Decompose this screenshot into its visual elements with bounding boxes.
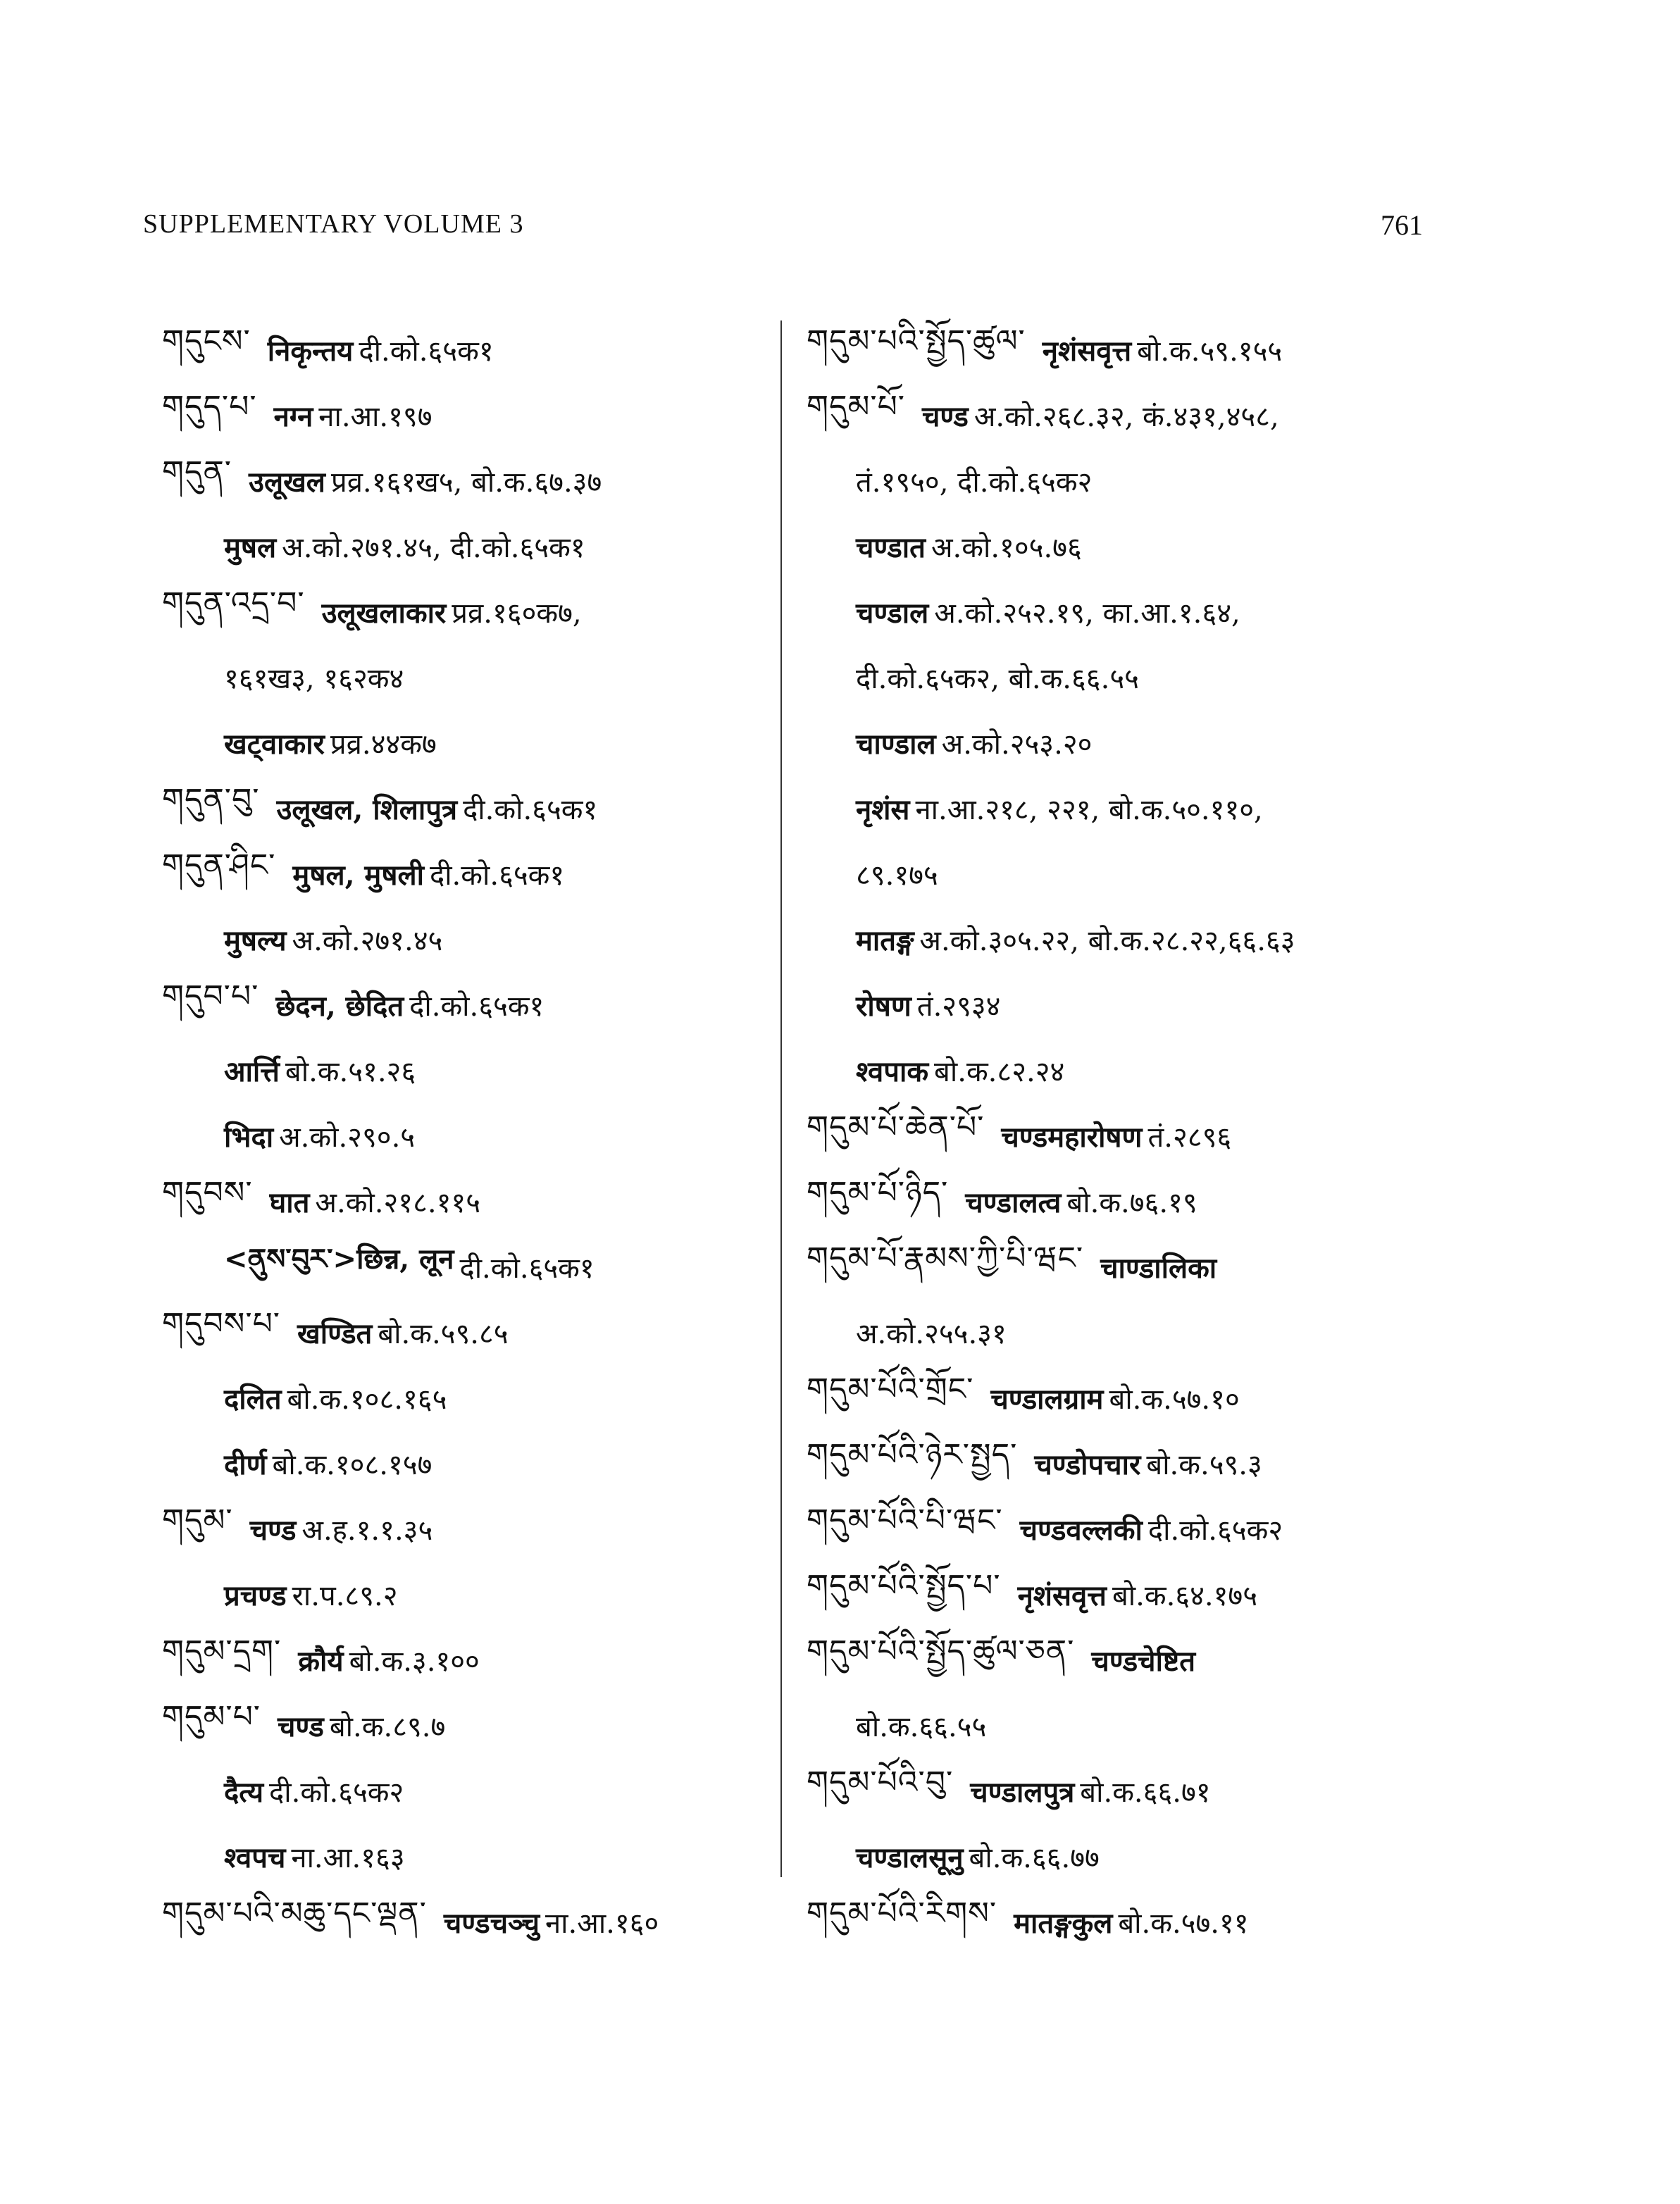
source-reference: प्रव्र.१६१ख५, बो.क.६७.३७ — [330, 466, 602, 499]
sanskrit-equivalent: नृशंसवृत्त — [1017, 1579, 1107, 1612]
sanskrit-equivalent: चण्ड — [922, 400, 969, 433]
sanskrit-equivalent: श्वपच — [224, 1841, 286, 1874]
sanskrit-equivalent: घात — [269, 1186, 310, 1219]
page-number: 761 — [1381, 209, 1423, 241]
sanskrit-equivalent: उलूखलाकार — [321, 597, 447, 630]
dictionary-entry-line — [807, 1234, 1553, 1300]
dictionary-entry-line — [807, 1758, 1553, 1824]
source-reference: बो.क.५७.१० — [1109, 1383, 1240, 1416]
dictionary-entry-line — [162, 1431, 775, 1496]
dictionary-entry-line — [807, 1889, 1553, 1955]
source-reference: ना.आ.१९७ — [318, 401, 433, 433]
sanskrit-equivalent: निकृन्तय — [267, 335, 354, 368]
dictionary-entry-line — [162, 1496, 775, 1562]
source-reference: बो.क.८९.७ — [329, 1711, 446, 1743]
sanskrit-equivalent: चण्डमहारोषण — [1001, 1121, 1143, 1154]
source-reference: बो.क.१०८.१६५ — [287, 1383, 447, 1416]
sanskrit-equivalent: चण्डोपचार — [1034, 1448, 1141, 1481]
source-reference: बो.क.५९.८५ — [378, 1318, 509, 1350]
sanskrit-equivalent: चाण्डाल — [856, 728, 936, 761]
sanskrit-equivalent: <ནུས་བུར་>छिन्न, लून — [224, 1243, 454, 1276]
tibetan-headword: གདུམ་པོའི་བུ་ — [807, 1764, 954, 1800]
source-reference: बो.क.५९.३ — [1146, 1449, 1262, 1481]
dictionary-entry-line — [162, 1300, 775, 1365]
sanskrit-equivalent: चण्डचेष्टित — [1091, 1645, 1196, 1678]
sanskrit-equivalent: उलूखल — [249, 466, 325, 499]
source-reference: दी.को.६५क२ — [1147, 1514, 1283, 1547]
source-reference: बो.क.५७.११ — [1118, 1907, 1249, 1940]
dictionary-entry-line — [807, 579, 1553, 645]
sanskrit-equivalent: चण्ड — [278, 1710, 324, 1743]
dictionary-entry-line — [807, 645, 1553, 710]
sanskrit-equivalent: मातङ्ग — [856, 924, 914, 957]
source-reference: रा.प.८९.२ — [292, 1580, 398, 1612]
dictionary-entry-line — [807, 1627, 1553, 1693]
tibetan-headword: གདུམ་པོའི་སྤྱོད་པ་ — [807, 1567, 1001, 1604]
sanskrit-equivalent: मुषल — [224, 531, 277, 564]
source-reference: अ.को.२५३.२० — [941, 728, 1093, 761]
tibetan-headword: གདུན་བུ་ — [162, 781, 260, 818]
source-reference: अ.को.१०५.७६ — [931, 532, 1082, 564]
dictionary-entry-line — [807, 776, 1553, 841]
source-reference: तं.१९५०, दी.को.६५क२ — [856, 466, 1093, 499]
dictionary-entry-line — [162, 972, 775, 1038]
tibetan-headword: གདུམ་ — [162, 1502, 233, 1538]
dictionary-entry-line — [162, 1103, 775, 1169]
source-reference: बो.क.५१.२६ — [285, 1056, 416, 1088]
left-column — [162, 317, 775, 1955]
sanskrit-equivalent: चण्डाल — [856, 597, 929, 630]
source-reference: बो.क.६६.५५ — [856, 1711, 987, 1743]
sanskrit-equivalent: नृशंस — [856, 793, 910, 826]
source-reference: दी.को.६५क२ — [269, 1776, 404, 1809]
sanskrit-equivalent: क्रौर्य — [298, 1645, 344, 1678]
dictionary-entry-line — [807, 907, 1553, 972]
sanskrit-equivalent: प्रचण्ड — [224, 1579, 287, 1612]
tibetan-headword: གདུན་འདྲ་བ་ — [162, 585, 305, 621]
tibetan-headword: གདུན་ཤིང་ — [162, 847, 276, 883]
column-divider — [780, 320, 782, 1877]
sanskrit-equivalent: रोषण — [856, 990, 911, 1023]
sanskrit-equivalent: चाण्डालिका — [1100, 1252, 1217, 1285]
tibetan-headword: གདུམ་པོ་ཆེན་པོ་ — [807, 1109, 985, 1145]
sanskrit-equivalent: श्वपाक — [856, 1055, 929, 1088]
sanskrit-equivalent: मुषल्य — [224, 924, 287, 957]
sanskrit-equivalent: नृशंसवृत्त — [1042, 335, 1132, 368]
source-reference: बो.क.६६.७७ — [969, 1842, 1100, 1874]
source-reference: अ.को.२५२.१९, का.आ.१.६४, — [934, 597, 1240, 630]
source-reference: ना.आ.१६३ — [291, 1842, 405, 1874]
dictionary-entry-line — [807, 317, 1553, 382]
tibetan-headword: གདུམ་པོ་ — [807, 388, 906, 425]
dictionary-entry-line — [162, 841, 775, 907]
source-reference: १६१ख३, १६२क४ — [224, 663, 404, 695]
tibetan-headword: གདུམ་པོའི་པི་ཝང་ — [807, 1502, 1003, 1538]
sanskrit-equivalent: आर्त्ति — [224, 1055, 280, 1088]
source-reference: बो.क.६६.७१ — [1080, 1776, 1211, 1809]
sanskrit-equivalent: दीर्ण — [224, 1448, 267, 1481]
source-reference: तं.२९३४ — [916, 990, 1001, 1023]
dictionary-entry-line — [162, 1169, 775, 1234]
source-reference: अ.ह.१.१.३५ — [301, 1514, 433, 1547]
dictionary-entry-line — [807, 513, 1553, 579]
source-reference: दी.को.६५क१ — [359, 335, 494, 368]
sanskrit-equivalent: चण्डालत्व — [965, 1186, 1062, 1219]
tibetan-headword: གདུམ་དྲག་ — [162, 1633, 282, 1669]
source-reference: अ.को.२९०.५ — [279, 1121, 416, 1154]
tibetan-headword: གདུམ་པའི་སྤྱོད་ཚུལ་ — [807, 323, 1026, 359]
sanskrit-equivalent: नग्न — [273, 400, 313, 433]
tibetan-headword: གདུབས་པ་ — [162, 1305, 281, 1342]
sanskrit-equivalent: चण्डात — [856, 531, 926, 564]
tibetan-headword: གདུམ་པོའི་རིགས་ — [807, 1895, 997, 1931]
sanskrit-equivalent: भिदा — [224, 1121, 274, 1154]
sanskrit-equivalent: चण्डवल्लकी — [1019, 1514, 1143, 1547]
tibetan-headword: གདུམ་པོ་ཉིད་ — [807, 1174, 949, 1211]
source-reference: अ.को.२७१.४५, दी.को.६५क१ — [282, 532, 585, 564]
sanskrit-equivalent: छेदन, छेदित — [275, 990, 404, 1023]
sanskrit-equivalent: उलूखल, शिलापुत्र — [276, 793, 458, 826]
tibetan-headword: གདུན་ — [162, 454, 232, 490]
source-reference: दी.को.६५क१ — [429, 859, 565, 892]
dictionary-entry-line — [162, 382, 775, 448]
dictionary-entry-line — [162, 579, 775, 645]
source-reference: तं.२८९६ — [1147, 1121, 1232, 1154]
right-column — [807, 317, 1553, 1955]
sanskrit-equivalent: चण्डचञ्चु — [443, 1907, 540, 1940]
source-reference: अ.को.२१८.११५ — [315, 1187, 481, 1219]
source-reference: अ.को.२६८.३२, कं.४३१,४५८, — [973, 401, 1279, 433]
dictionary-entry-line — [807, 841, 1553, 907]
source-reference: बो.क.१०८.१५७ — [272, 1449, 433, 1481]
source-reference: अ.को.२५५.३१ — [856, 1318, 1007, 1350]
tibetan-headword: གདུངས་ — [162, 323, 251, 359]
source-reference: बो.क.८२.२४ — [934, 1056, 1065, 1088]
sanskrit-equivalent: मुषल, मुषली — [292, 859, 424, 892]
source-reference: बो.क.३.१०० — [349, 1645, 480, 1678]
source-reference: दी.को.६५क१ — [463, 794, 598, 826]
sanskrit-equivalent: चण्डालसूनु — [856, 1841, 964, 1874]
source-reference: ना.आ.२१८, २२१, बो.क.५०.११०, — [915, 794, 1263, 826]
source-reference: प्रव्र.४४क७ — [330, 728, 437, 761]
source-reference: बो.क.६४.१७५ — [1112, 1580, 1258, 1612]
source-reference: दी.को.६५क२, बो.क.६६.५५ — [856, 663, 1139, 695]
source-reference: अ.को.३०५.२२, बो.क.२८.२२,६६.६३ — [919, 925, 1295, 957]
sanskrit-equivalent: चण्ड — [249, 1514, 297, 1547]
dictionary-entry-line — [807, 448, 1553, 513]
sanskrit-equivalent: चण्डालपुत्र — [970, 1776, 1075, 1809]
tibetan-headword: གདུམ་པོའི་ཉེར་སྤྱད་ — [807, 1436, 1018, 1473]
dictionary-entry-line — [807, 972, 1553, 1038]
running-head: SUPPLEMENTARY VOLUME 3 — [143, 209, 524, 239]
tibetan-headword: གདུབས་ — [162, 1174, 253, 1211]
source-reference: बो.क.५९.१५५ — [1137, 335, 1283, 368]
sanskrit-equivalent: मातङ्गकुल — [1014, 1907, 1113, 1940]
tibetan-headword: གདུམ་པོའི་གྲོང་ — [807, 1371, 974, 1407]
dictionary-entry-line — [807, 710, 1553, 776]
sanskrit-equivalent: खण्डित — [297, 1317, 373, 1350]
source-reference: ना.आ.१६० — [545, 1907, 659, 1940]
tibetan-headword: གདུམ་པོ་རྣམས་ཀྱི་པི་ཝང་ — [807, 1240, 1084, 1276]
tibetan-headword: གདུམ་པ་ — [162, 1698, 261, 1735]
sanskrit-equivalent: दैत्य — [224, 1776, 264, 1809]
source-reference: दी.को.६५क१ — [459, 1252, 595, 1285]
source-reference: अ.को.२७१.४५ — [292, 925, 443, 957]
dictionary-entry-line — [162, 1889, 775, 1955]
source-reference: दी.को.६५क१ — [409, 990, 545, 1023]
tibetan-headword: གདུབ་པ་ — [162, 978, 259, 1014]
tibetan-headword: གདུད་པ་ — [162, 388, 257, 425]
tibetan-headword: གདུམ་པའི་མཆུ་དང་ལྡན་ — [162, 1895, 427, 1931]
dictionary-entry-line — [162, 1693, 775, 1758]
source-reference: ८९.१७५ — [856, 859, 938, 892]
sanskrit-equivalent: खट्वाकार — [224, 728, 325, 761]
source-reference: बो.क.७६.१९ — [1066, 1187, 1197, 1219]
source-reference: प्रव्र.१६०क७, — [452, 597, 582, 630]
sanskrit-equivalent: दलित — [224, 1383, 282, 1416]
tibetan-headword: གདུམ་པོའི་སྤྱོད་ཚུལ་ཅན་ — [807, 1633, 1075, 1669]
sanskrit-equivalent: चण्डालग्राम — [990, 1383, 1104, 1416]
